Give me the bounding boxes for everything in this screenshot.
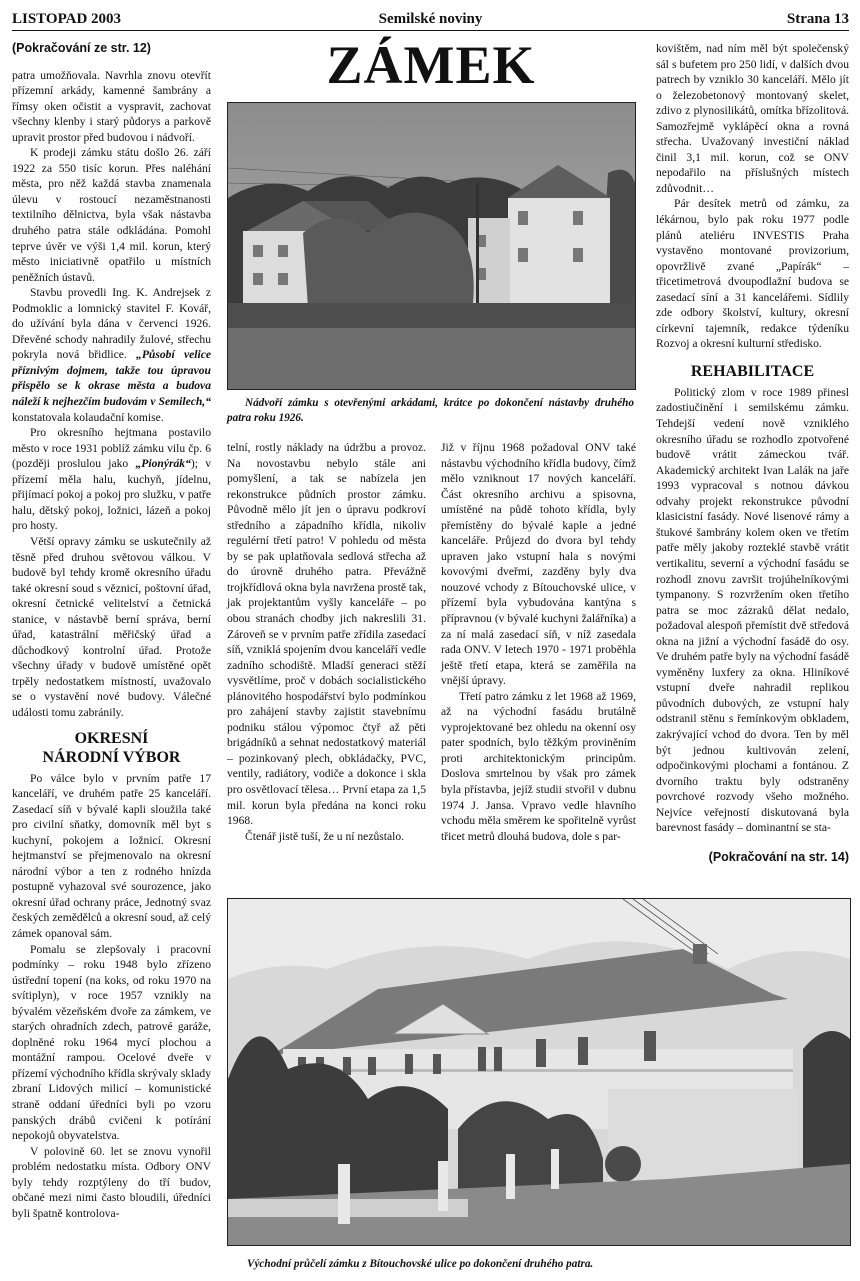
paragraph: Pár desítek metrů od zámku, za lékárnou, bylo pak roku 1977 podle plánů ateliéru INVESTIS Praha vystavěno montované provizorium, opovržlivě zvané „Papírák“ – třicetimetrová dvoupodlažní budova se zasedací síní a 31 kancelářemi. Sídlily zde odbory školství, kultury, okresní církevní tajemník, redakce týdeníku Rozvoj a okresní kulturní středisko. [656,197,849,351]
paragraph: Politický zlom v roce 1989 přinesl zadostiučinění i semilskému zámku. Tehdejší vedení nově vzniklého okresního úřadu se rozhodlo zpotvořené budově vrátit zámeckou tvář. Akademický architekt Ivan Lalák na jaře 1993 vypracoval s notnou dávkou odvahy projekt rekonstrukce původní klasicistní fasády. Nové lisenové rámy a štukové šambrány kolem oken ve třetím patře měly jakoby rozteklé stavbě vrátit vertikalitu, severní a východní fasádu se rozhodl znovu završit trojúhelníkovými tympanony. S rozvržením oken třetího patra se moc zázraků dělat nedalo, požadoval alespoň přemístit dvě středová okna na jižní a východní fasádě do osy. Ve druhém patře byly na východní fasádě vyměněny luxfery za okna. Hliníkové vstupní dveře nahradil replikou původních dubových, ze vstupní haly odstranil stěnu s řemínkovým obkladem, zakrývající vchod do dvora. Ten by měl být jednou kultivován zelení, odpočinkovými plochami a fontánou. Z dvorního traktu byly odstraněny povrchové rozvody všeho možného. Nejvíce veřejností diskutovaná byla barevnost fasády – dominantní se sta- [656,385,849,835]
paragraph: Třetí patro zámku z let 1968 až 1969, až na východní fasádu brutálně vyprojektované bez ohledu na okenní osy pater spodních, bylo těžkým proviněním proti architektonickým principům. Doslova smrtelnou by však pro zámek byla přístavba, jejíž studii stvořil v dubnu 1974 J. Jansa. Vpravo vedle hlavního vchodu měla směrem ke spořitelně vyrůst třicet metrů dlouhá budova, dole s par- [441,689,636,843]
castle-east-facade-image [228,899,850,1245]
paragraph [12,285,211,425]
heading-line: OKRESNÍ [74,729,149,747]
text: ); v přízemí měla halu, kuchyň, jídelnu, přijímací pokoj a pokoj pro služku, v patře halu, dětský pokoj, ložnici, lázeň a pokoj pro hosty. [12,457,211,533]
text: Pro okresního hejtmana postavilo město v roce 1931 poblíž zámku vilu čp. 6 (později proslulou jako [12,426,211,471]
column-4 [656,41,849,865]
publication-name: Semilské noviny [378,11,483,27]
paragraph: Čtenář jistě tuší, že u ní nezůstalo. [245,829,405,843]
continued-from-label: (Pokračování ze str. 12) [12,41,151,55]
quote: „Pionýrák“ [135,457,191,471]
paragraph: Pomalu se zlepšovaly i pracovní podmínky – roku 1948 bylo zřízeno ústřední topení (na koks, od roku 1970 na svítiplyn), v roce 1957 vznikly na bývalém vězeňském dvoře za zámkem, ve starých ohradních zdech, patrové garáže, doplněné roku 1964 mycí plochou a montážní rampou. Ocelové dveře v přízemí východního křídla skrývaly sklady zbraní Lidových milicí – komunistické straně oddaní úředníci byli po vzoru panských drábů cvičeni k potírání nepokojů obyvatelstva. [12,942,211,1143]
east-facade-photo [227,898,851,1246]
text: Stavbu provedli Ing. K. Andrejsek z Podmoklic a lomnický stavitel F. Kovář, do užívání byla dána v červenci 1926. Dřevěné schody nahradily žulové, střechu pokryla nová břidlice. [12,286,211,362]
section-heading-onv [12,729,211,767]
page-header [12,8,849,31]
castle-courtyard-image [228,103,635,389]
section-heading-rehabilitace: REHABILITACE [690,362,815,380]
quote: „Působí velice příznivým dojmem, takže tou úpravou přispělo se k okrase města a budova náleží k nejhezčím budovám v Semilech,“ [12,348,211,409]
issue-date: LISTOPAD 2003 [12,11,122,27]
paragraph: Větší opravy zámku se uskutečnily až těsně před druhou světovou válkou. V budově byl tehdy kromě okresního úřadu také okresní soud s věznicí, poštovní úřad, okresní četnické velitelství a četnická stanice, v nástavbě berní správa, berní úřad, katastrální měřičský úřad a důchodkový kontrolní úřad. Protože všechny úřady v budově umístěné opět trpěly nedostatkem místností, uvažovalo se o vystavění nové budovy. Válečné události tomu zabránily. [12,534,211,719]
paragraph [12,425,211,534]
paragraph: K prodeji zámku státu došlo 26. září 1922 za 550 tisíc korun. Přes naléhání města, pro něž každá stavba znamenala úlevu v rostoucí nezaměstnanosti textilního dělnictva, byla však nástavba druhého patra stále odkládána. Pomohl teprve úvěr ve výši 1,4 mil. korun, který město iniciativně opatřilo u místních peněžních ústavů. [12,146,211,284]
continued-to-label: (Pokračování na str. 14) [708,849,849,864]
paragraph: V polovině 60. let se znovu vynořil problém nedostatku místa. Odbory ONV byly tehdy rozptýleny do tří budov, občané mezi nimi často bloudili, úředníci byli špatně kontrolova- [12,1144,211,1220]
paragraph: kovištěm, nad ním měl být společenský sál s bufetem pro 250 lidí, v dalších dvou patrech by vzniklo 30 kanceláří. Mělo jít o železobetonový montovaný skelet, zdivo z plynosilikátů, omítka břízolitová. Samozřejmě vyklápěcí okna a rovná střecha. Uvažovaný investiční náklad činil 3,1 mil. korun, což se ONV nepodařilo na příslušných místech zdůvodnit… [656,42,849,195]
page-number: Strana 13 [786,11,849,27]
column-1 [12,41,211,1221]
top-photo-caption: Nádvoří zámku s otevřenými arkádami, krátce po dokončení nástavby druhého patra roku 1926. [227,397,634,424]
text: konstatovala kolaudační komise. [12,410,164,424]
bottom-photo-caption: Východní průčelí zámku z Bítouchovské ulice po dokončení druhého patra. [247,1258,594,1270]
article-title: ZÁMEK [326,35,536,95]
courtyard-photo [227,102,636,390]
paragraph: patra umožňovala. Navrhla znovu otevřít přízemní arkády, kamenné šambrány a římsy oken očistit a vyspravit, zachovat všechny klenby i starý půdorys a parkově upravit prostor před budovou i nádvoří. [12,68,211,144]
paragraph: telní, rostly náklady na údržbu a provoz. Na novostavbu nebylo stále ani pomyšlení, a tak se nabízela jen rekonstrukce půdních prostor zámku. Původně mělo jít jen o úpravu podkroví středního a západního křídla, nikoliv regulérní třetí patro! V pohledu od města by se pak uplatňovala sedlová střecha až do úrovně druhého patra. Převážně trojkřídlová okna byla navržena prostě tak, jak projektantům vyšly kanceláře – po obou stranách chodby jich nakreslili 31. Zároveň se v prvním patře zřídila zasedací síň, vzniklá spojením dvou kanceláří vedle zadního schodiště. Mladší generaci stěží vysvětlíme, proč v dobách socialistického plánovitého hospodářství bylo podmínkou pro zahájení stavby zajistit stavebnímu podniku stálou výpomoc čtyř až pěti brigádníků a sehnat nedostatkový materiál – pozinkovaný plech, obkládačky, PVC, ventily, radiátory, vodiče a dokonce i skla pro osvětlovací tělesa… První etapa za 1,5 mil. korun byla předána na konci roku 1968. [227,441,426,828]
heading-line: NÁRODNÍ VÝBOR [42,748,181,766]
paragraph: Po válce bylo v prvním patře 17 kanceláří, ve druhém patře 25 kanceláří. Zasedací síň v bývalé kapli sloužila také pro civilní sňatky, domovník měl byt s kuchyní, pokojem a ložnicí. Okresní hejtmanství se přejmenovalo na okresní národní výbor a ten z rodného hnízda postupně vyhazoval své sourozence, jako okresní úřad ochrany práce, Jednotný svaz českých zemědělců a okresní soud, až celý zámek opanoval sám. [12,771,211,940]
column-3 [441,440,636,844]
column-2 [227,440,426,844]
paragraph: Již v říjnu 1968 požadoval ONV také nástavbu východního křídla budovy, čímž mělo vzniknout 17 nových kanceláří. Část okresního archivu a spisovna, umístěné na půdě tohoto křídla, byly přemístěny do bývalé kaple a jedné kanceláře. Průjezd do dvora byl tehdy upraven jako vstupní hala s novými kovovými dveřmi, zazděny byly dva nouzové vchody z Bítouchovské ulice, v přízemí byla vybudována kantýna s přípravnou (v bývalé kuchyni žalářníka) a za ní malá zasedací síň, v níž zasedala rada ONV. V letech 1970 - 1971 proběhla ještě třetí etapa, která se zaměřila na vnější úpravy. [441,441,636,688]
